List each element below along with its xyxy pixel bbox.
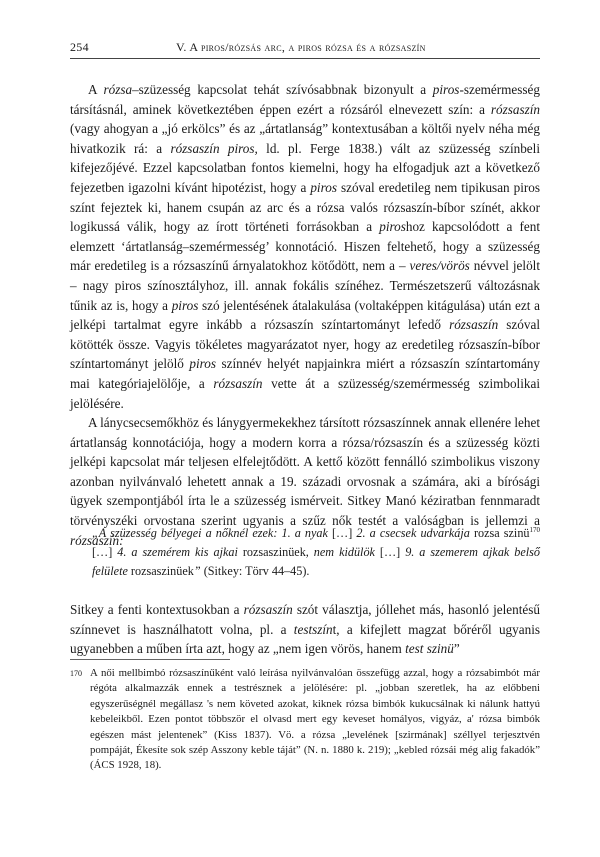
text-run: […] <box>332 526 357 540</box>
text-run: ld. pl. Ferge 1838.) vált az szüzesség színbeli kifejezőjévé. Ezzel kapcsolatban fontos kiemelni, hogy ha elfogadjuk azt a következő fejezetben igazolni kívánt hipotézist, hogy a <box>70 140 540 195</box>
italic-text: rózsaszín <box>449 317 499 333</box>
text-run: hoz kapcsolódott a fent elemzett ‘ártatlanság–szemérmesség’ konnotáció. Hiszen feltehető, hogy a szüzesség már eredetileg is a rózsaszínű árnyalatokhoz kötődött, nem a – <box>70 219 540 274</box>
text-run: (Sitkey: Törv 44–45). <box>203 564 310 578</box>
text-run: szót választja, jóllehet más, hasonló jelentésű színnevet is használhatott volna, pl. a <box>70 602 540 637</box>
footnote-text <box>90 666 540 774</box>
text-run: rozsaszinüek <box>242 545 306 559</box>
header-rule <box>70 58 540 59</box>
running-head-text: V. A piros/rózsás arc, a piros rózsa és a rózsaszín <box>176 40 426 54</box>
text-run: ” <box>453 641 460 657</box>
italic-text: 4. a szemérem kis ajkai <box>117 545 243 559</box>
main-text-continued <box>70 600 540 659</box>
text-run: –szüzesség kapcsolat tehát szívósabbnak bizonyult a <box>132 82 433 97</box>
italic-text: rózsaszín <box>243 602 293 617</box>
italic-text: „A szüzesség bélyegei a nőknél ezek: 1. a nyak <box>92 526 332 540</box>
page-number: 254 <box>70 40 89 54</box>
italic-text: rózsaszín <box>490 101 540 117</box>
text-run: Sitkey a fenti kontextusokban a <box>70 602 244 617</box>
paragraph <box>70 600 540 659</box>
text-run: szóval eredetileg nem tipikusan piros színt fejeztek ki, hanem csupán az arc és a rózsa valós rózsaszín-bíbor színét, akkor logikussá válik, hogy az írott történeti forrásokban a <box>70 179 540 235</box>
main-text <box>70 80 540 550</box>
italic-text: 2. a csecsek udvarkája <box>356 526 474 540</box>
text-run: […] <box>92 545 118 559</box>
text-run: (vagy ahogyan a „jó erkölcs” és az „ártatlanság” kontextusában a költői nyelv néha még hivatkozik rá: a <box>70 121 540 156</box>
italic-text: piros <box>310 179 337 195</box>
italic-text: veres/vörös <box>409 258 470 274</box>
text-run: vette át a szüzesség/szemérmesség szimbolikai jelölésére. <box>70 375 540 411</box>
block-quote <box>92 524 540 581</box>
text-run: A lánycsecsemőkhöz és lánygyermekekhez társított rózsaszínnek annak ellenére lehet ártatlanság konnotációja, hogy a modern korra a rózsa/rózsaszín és a szüzesség közti jelképi kapcsolat már teljesen elfelejtődött. A kettő között fennálló szimbolikus viszony azonban nyilvánvaló lehetett annak a 19. századi orvosnak a számára, aki a bírósági ügyek szempontjából írta le a szüzesség ismérveit. Sitkey Manó kéziratban fennmaradt törvényszéki orvostana szerint ugyanis a szűz nők testét a valóságban is jellemzi a <box>70 415 540 529</box>
paragraph <box>70 80 540 413</box>
text-run: színnév helyét napjainkra miért a rózsaszín színtartomány mai kategóriajelölője, a <box>70 356 540 391</box>
footnote <box>70 666 540 774</box>
text-run: névvel jelölt – nagy piros színosztályhoz, ill. annak fokális színéhez. Természetszerű változásnak tűnik az is, hogy a <box>70 258 540 313</box>
italic-text: testszín <box>293 621 333 637</box>
italic-text: rózsaszín piros, <box>170 140 258 156</box>
italic-text: piros <box>432 82 460 97</box>
footnote-ref: 170 <box>529 525 541 534</box>
italic-text: ” <box>193 564 204 578</box>
text-run: -szemérmesség társításnál, aminek következtében éppen ezért a rózsáról elnevezett szín: a <box>70 82 540 117</box>
footnote-rule <box>70 659 230 660</box>
text-run: rozsaszinüek <box>130 564 194 578</box>
page-header <box>70 36 540 58</box>
footnote-number: 170 <box>70 669 82 678</box>
italic-text: rózsa <box>103 82 133 97</box>
italic-text: , nem kidülök <box>305 545 380 559</box>
text-run: A női mellbimbó rózsaszínűként való leírása nyilvánvalóan összefügg azzal, hogy a rózsabimbót már régóta alkalmazzák ennek a testrésznek a jelölésére: pl. „jobban szeretlek, ha az előbbeni egyszerűségnél megállasz 's nem követed azokat, kiknek rózsa bimbók kukucsálnak ki nálunk hattyú kebeleikből. Ezen pontot többször el olvasd mert egy keveset homályos, vigyáz, a' rózsa bimbók egészen mást jelentenek” (Kiss 1837). Vö. a rózsa „levelének [szirmának] széllyel terjesztvén pompáját, Ékesíte sok szép Asszony keble táját” (N. n. 1880 k. 219); „kebled rózsái még alig fakadók” (ÁCS 1928, 18). <box>90 667 540 772</box>
italic-text: 9. a szemerem ajkak belső felülete <box>92 545 541 578</box>
italic-text: rózsaszín <box>213 375 263 391</box>
text-run: A <box>88 82 104 97</box>
text-run: rozsa szinü <box>473 526 530 540</box>
text-run: […] <box>379 545 406 559</box>
italic-text: test szinü <box>405 641 454 657</box>
text-run: szóval kötötték össze. Vagyis tökéletes magyarázatot nyer, hogy az eredetileg rózsaszín-bíbor színtartományt jelölő <box>70 317 540 372</box>
italic-text: rózsaszín: <box>70 532 124 548</box>
running-head <box>176 40 426 55</box>
text-run: t, a kifejlett magzat bőréről ugyanis ugyanebben a műben írta azt, hogy az „nem igen vörös, hanem <box>70 621 540 657</box>
italic-text: piros <box>171 297 199 313</box>
text-run: szó jelentésének átalakulása (voltaképpen kitágulása) után ezt a jelképi tartalmat egyre inkább a rózsaszín színtartományt lefedő <box>70 297 540 333</box>
italic-text: piros <box>189 356 217 372</box>
italic-text: piros <box>379 219 406 235</box>
